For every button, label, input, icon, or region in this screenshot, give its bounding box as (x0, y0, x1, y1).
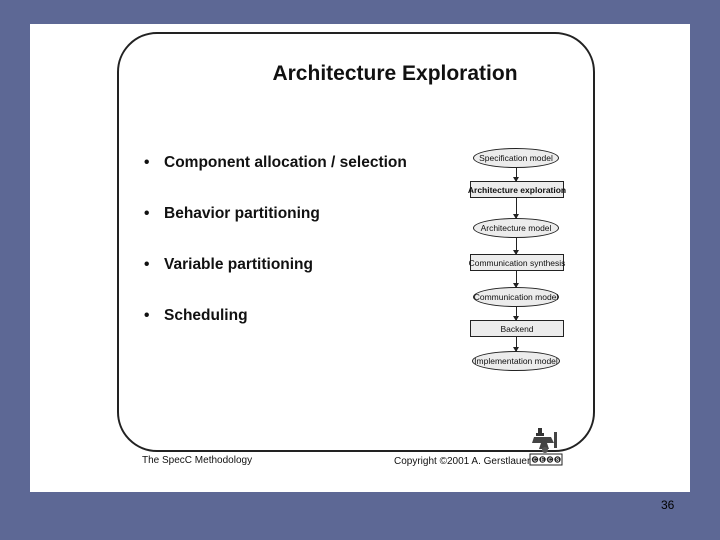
bullet-item (142, 254, 407, 305)
bullet-icon: • (144, 154, 150, 171)
slide (30, 24, 690, 492)
flow-node-communication-synthesis: Communication synthesis (470, 254, 564, 271)
svg-text:E: E (540, 457, 545, 464)
bullet-item (142, 305, 407, 356)
flow-arrow (516, 198, 517, 218)
flow-arrow (516, 168, 517, 181)
svg-text:S: S (555, 457, 560, 464)
footer-copyright: Copyright ©2001 A. Gerstlauer (394, 456, 531, 467)
bullet-text: Component allocation / selection (164, 154, 407, 171)
bullet-item (142, 203, 407, 254)
slide-title: Architecture Exploration (272, 62, 518, 85)
bullet-item (142, 152, 407, 203)
flow-node-backend: Backend (470, 320, 564, 337)
svg-text:C: C (548, 457, 552, 464)
cecs-logo-icon (527, 427, 565, 467)
flow-arrow (516, 271, 517, 287)
bullet-text: Variable partitioning (164, 256, 313, 273)
flow-node-implementation-model: Implementation model (472, 351, 560, 371)
bullet-list (142, 152, 407, 356)
flow-node-communication-model: Communication model (473, 287, 559, 307)
bullet-text: Scheduling (164, 307, 248, 324)
flow-node-architecture-exploration: Architecture exploration (470, 181, 564, 198)
bullet-icon: • (144, 205, 150, 222)
flow-arrow (516, 337, 517, 351)
flow-node-specification-model: Specification model (473, 148, 559, 168)
flow-arrow (516, 307, 517, 320)
svg-text:C: C (533, 457, 537, 464)
footer-methodology: The SpecC Methodology (142, 455, 253, 466)
flow-arrow (516, 238, 517, 254)
flow-node-architecture-model: Architecture model (473, 218, 559, 238)
page-number: 36 (661, 498, 675, 512)
bullet-text: Behavior partitioning (164, 205, 320, 222)
bullet-icon: • (144, 256, 150, 273)
bullet-icon: • (144, 307, 150, 324)
